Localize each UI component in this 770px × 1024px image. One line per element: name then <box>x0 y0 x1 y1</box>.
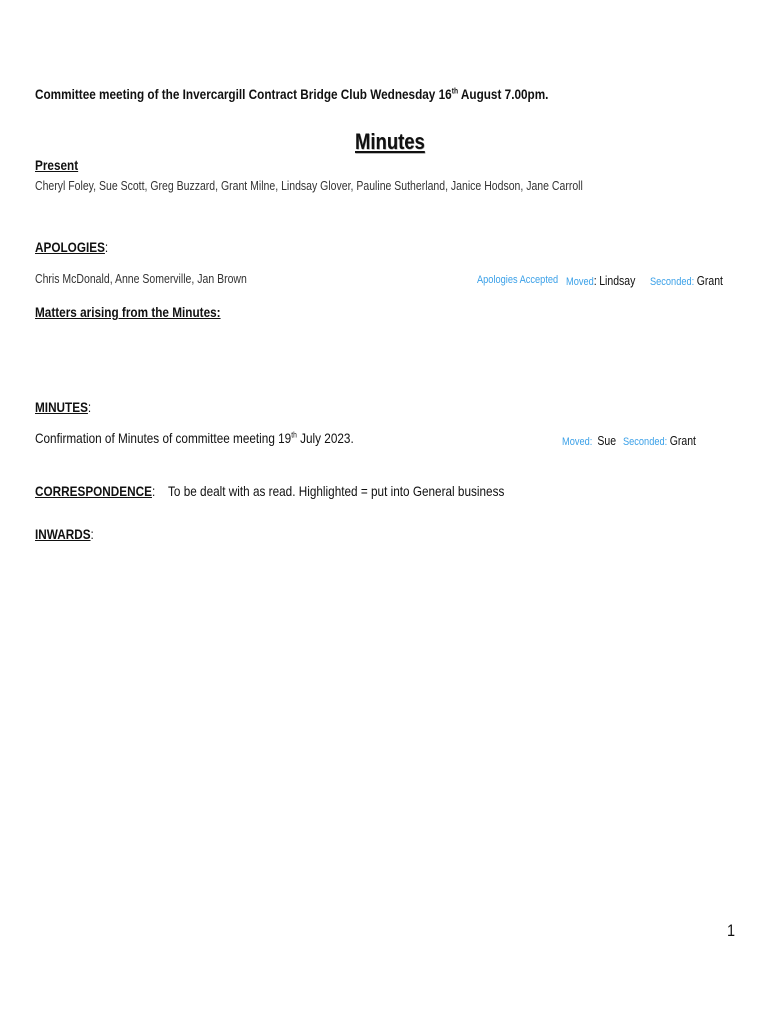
present-names: Cheryl Foley, Sue Scott, Greg Buzzard, Grant Milne, Lindsay Glover, Pauline Sutherland, Janice Hodson, Jane Carroll <box>35 179 583 193</box>
apologies-moved-name: Lindsay <box>599 274 636 288</box>
apologies-heading: APOLOGIES <box>35 239 105 255</box>
minutes-confirmation-sup: th <box>291 430 297 440</box>
apologies-seconded <box>650 272 723 290</box>
inwards-heading: INWARDS <box>35 526 91 542</box>
correspondence-colon: : <box>151 483 156 499</box>
minutes-heading-line <box>35 399 91 415</box>
minutes-confirmation <box>35 430 354 446</box>
correspondence-heading: CORRESPONDENCE <box>35 483 152 499</box>
apologies-colon: : <box>104 239 109 255</box>
meeting-header-date: August 7.00pm. <box>458 86 549 102</box>
minutes-moved-label: Moved: <box>562 436 593 448</box>
minutes-moved-name: Sue <box>597 434 617 448</box>
inwards-colon: : <box>90 526 94 542</box>
present-heading: Present <box>35 157 79 173</box>
apologies-names: Chris McDonald, Anne Somerville, Jan Brown <box>35 272 247 286</box>
meeting-header <box>35 86 548 102</box>
inwards-heading-line <box>35 526 94 542</box>
correspondence-heading-line <box>35 483 155 499</box>
document-title: Minutes <box>355 129 425 154</box>
minutes-seconded-name: Grant <box>669 434 696 448</box>
minutes-heading: MINUTES <box>35 399 88 415</box>
minutes-seconded-label: Seconded: <box>623 436 668 448</box>
apologies-seconded-label: Seconded: <box>650 276 695 288</box>
minutes-confirmation-text: Confirmation of Minutes of committee meeting 19 <box>35 430 292 446</box>
minutes-confirmation-date: July 2023. <box>296 430 354 446</box>
page-number: 1 <box>727 921 736 940</box>
apologies-accepted-label: Apologies Accepted <box>477 274 559 286</box>
apologies-heading-line <box>35 239 108 255</box>
apologies-moved-colon: : <box>593 274 597 288</box>
apologies-moved-label: Moved <box>566 276 594 288</box>
matters-arising-heading: Matters arising from the Minutes: <box>35 304 221 320</box>
meeting-header-text: Committee meeting of the Invercargill Contract Bridge Club Wednesday 16 <box>35 86 452 102</box>
meeting-header-sup: th <box>451 86 459 96</box>
minutes-colon: : <box>87 399 92 415</box>
minutes-seconded <box>623 432 696 450</box>
apologies-seconded-name: Grant <box>696 274 723 288</box>
apologies-moved <box>566 272 635 290</box>
minutes-moved <box>562 432 616 450</box>
correspondence-text: To be dealt with as read. Highlighted = put into General business <box>168 483 505 499</box>
